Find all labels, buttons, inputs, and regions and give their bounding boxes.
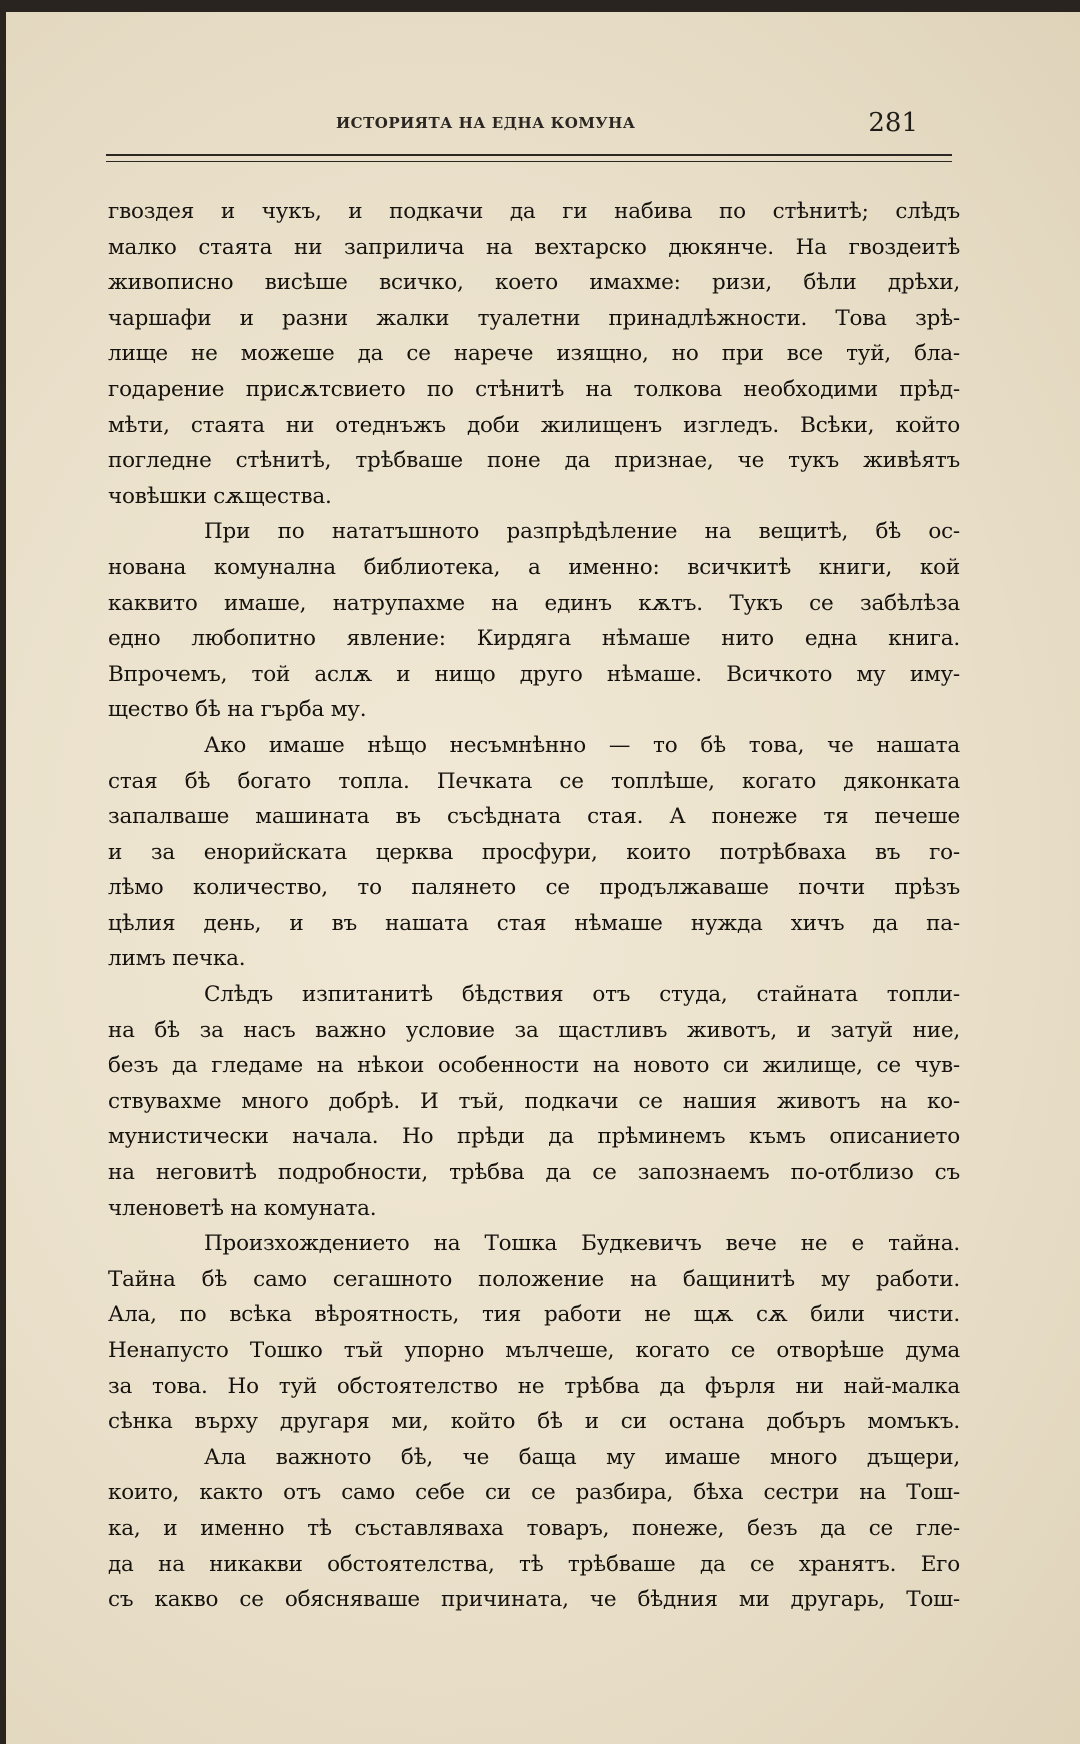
text-line: годарение присѫтсвието по стѣнитѣ на толкова необходими прѣд- (108, 376, 960, 402)
text-line: живописно висѣше всичко, което имахме: ризи, бѣли дрѣхи, (108, 270, 960, 296)
text-line: чаршафи и разни жалки туалетни принадлѣжности. Това зрѣ- (108, 305, 960, 331)
text-line: стая бѣ богато топла. Печката се топлѣше, когато дяконката (108, 768, 960, 794)
text-line: Слѣдъ изпитанитѣ бѣдствия отъ студа, стайната топли- (204, 982, 960, 1008)
text-line: за това. Но туй обстоятелство не трѣбва да фърля ни най-малка (108, 1373, 960, 1399)
text-line: лѣмо количество, то палянето се продължаваше почти прѣзъ (108, 875, 960, 901)
text-line: каквито имаше, натрупахме на единъ кѫтъ. Тукъ се забѣлѣза (108, 590, 960, 616)
text-line: и за енорийската церква просфури, които потрѣбваха въ го- (108, 839, 960, 865)
text-line: мунистически начала. Но прѣди да прѣминемъ къмъ описанието (108, 1124, 960, 1150)
running-title: ИСТОРИЯТА НА ЕДНА КОМУНА (336, 114, 636, 132)
text-line: сѣнка върху другаря ми, който бѣ и си остана добъръ момъкъ. (108, 1409, 960, 1435)
text-line: цѣлия день, и въ нашата стая нѣмаше нужда хичъ да па- (108, 910, 960, 936)
text-line: които, както отъ само себе си се разбира, бѣха сестри на Тош- (108, 1480, 960, 1506)
text-line: мѣти, стаята ни отеднъжъ доби жилищенъ изгледъ. Всѣки, който (108, 412, 960, 438)
text-line: При по нататъшното разпрѣдѣление на вещитѣ, бѣ ос- (204, 519, 960, 545)
text-line: ствувахме много добрѣ. И тъй, подкачи се нашия животъ на ко- (108, 1088, 960, 1114)
text-line: да на никакви обстоятелства, тѣ трѣбваше да се хранятъ. Его (108, 1551, 960, 1577)
text-line: на бѣ за насъ важно условие за щастливъ животъ, и затуй ние, (108, 1017, 960, 1043)
text-line: Ала, по всѣка вѣроятность, тия работи не щѫ сѫ били чисти. (108, 1302, 960, 1328)
text-line: човѣшки сѫщества. (108, 483, 332, 509)
text-line: щество бѣ на гърба му. (108, 697, 367, 723)
text-line: ка, и именно тѣ съставляваха товаръ, понеже, безъ да се гле- (108, 1515, 960, 1541)
text-line: Произхождението на Тошка Будкевичъ вече не е тайна. (204, 1231, 960, 1257)
text-line: Ала важното бѣ, че баща му имаше много дъщери, (204, 1444, 960, 1470)
text-line: Ако имаше нѣщо несъмнѣнно — то бѣ това, че нашата (204, 732, 960, 758)
text-line: погледне стѣнитѣ, трѣбваше поне да признае, че тукъ живѣятъ (108, 448, 960, 474)
text-line: едно любопитно явление: Кирдяга нѣмаше нито една книга. (108, 626, 960, 652)
text-line: Тайна бѣ само сегашното положение на бащинитѣ му работи. (108, 1266, 960, 1292)
text-line: на неговитѣ подробности, трѣбва да се запознаемъ по-отблизо съ (108, 1160, 960, 1186)
text-line: лимъ печка. (108, 946, 246, 972)
text-line: лище не можеше да се нарече изящно, но при все туй, бла- (108, 341, 960, 367)
text-line: Ненапусто Тошко тъй упорно мълчеше, когато се отворѣше дума (108, 1338, 960, 1363)
text-line: гвоздея и чукъ, и подкачи да ги набива по стѣнитѣ; слѣдъ (108, 199, 960, 224)
header-rule (106, 154, 952, 162)
text-line: запалваше машината въ съсѣдната стая. А понеже тя печеше (108, 804, 960, 830)
text-line: безъ да гледаме на нѣкои особенности на новото си жилище, се чув- (108, 1053, 960, 1079)
body-text (108, 194, 960, 1618)
text-line: членоветѣ на комуната. (108, 1195, 377, 1221)
text-line: малко стаята ни заприлича на вехтарско дюкянче. На гвоздеитѣ (108, 234, 960, 260)
text-line: Впрочемъ, той аслѫ и нищо друго нѣмаше. Всичкото му иму- (108, 661, 960, 687)
page-number: 281 (868, 108, 918, 138)
text-line: нована комунална библиотека, а именно: всичкитѣ книги, кой (108, 554, 960, 580)
book-page (6, 12, 1080, 1744)
page-header (106, 108, 958, 148)
text-line: съ какво се обясняваше причината, че бѣдния ми другарь, Тош- (108, 1587, 960, 1613)
